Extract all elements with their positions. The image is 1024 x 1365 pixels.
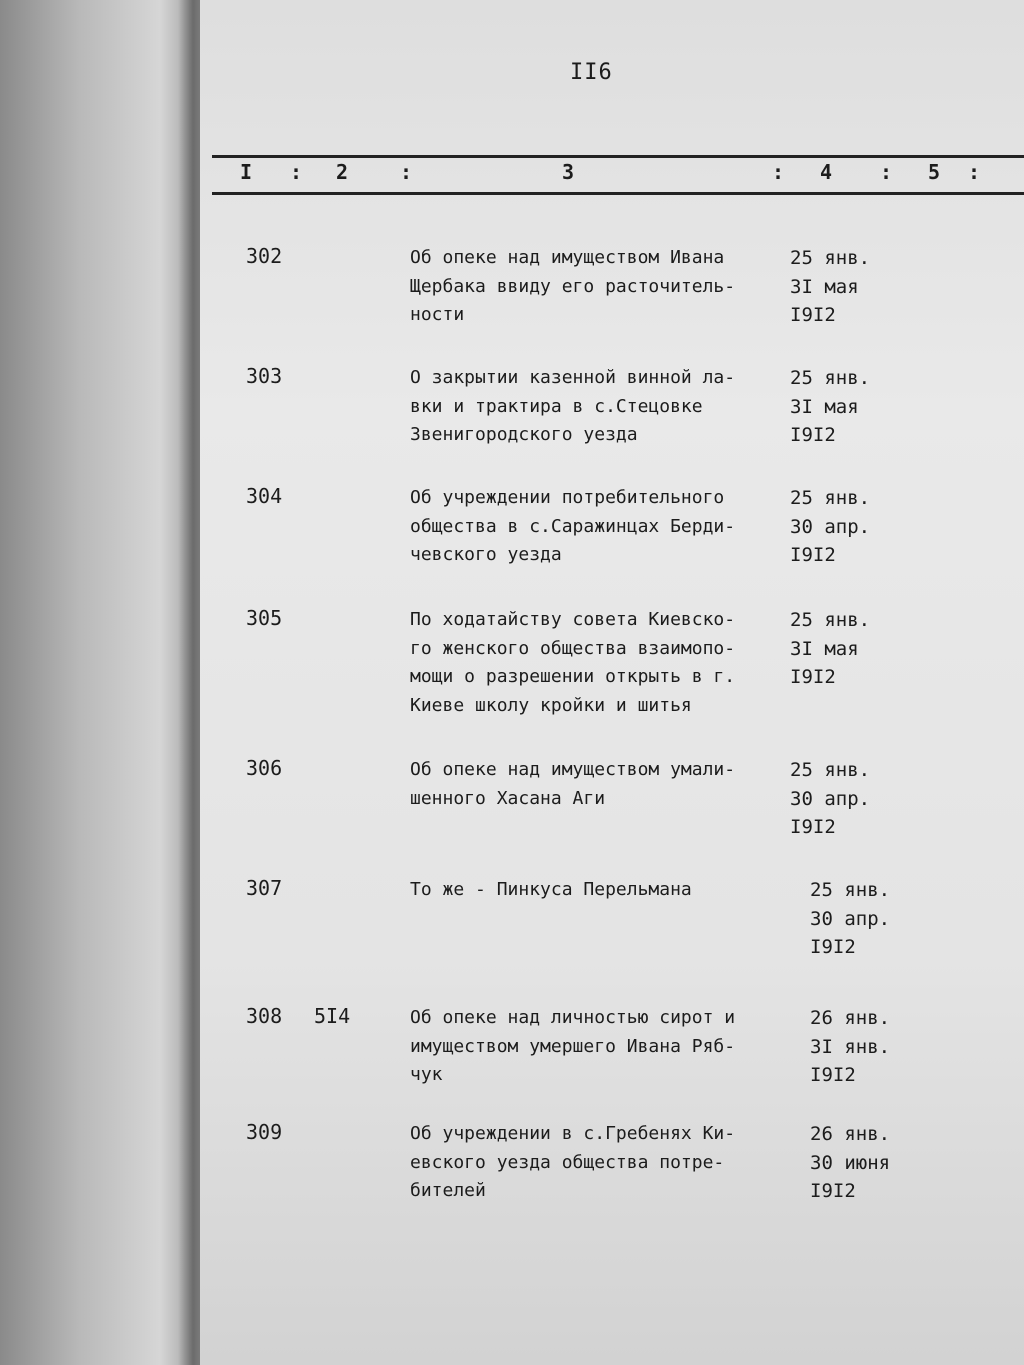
date-start: 25 янв. <box>790 759 871 781</box>
date-year: I9I2 <box>810 1180 856 1202</box>
desc-line: Об опеке над имуществом умали- <box>410 759 736 780</box>
row-number: 302 <box>246 244 283 268</box>
date-end: 3I янв. <box>810 1035 891 1058</box>
desc-line: Киеве школу кройки и шитья <box>410 694 692 716</box>
desc-line: О закрытии казенной винной ла- <box>410 367 736 388</box>
desc-line: ности <box>410 304 465 325</box>
date-end: 30 апр. <box>790 515 871 538</box>
desc-line: вки и трактира в с.Стецовке <box>410 395 703 417</box>
row-description <box>410 244 790 330</box>
date-year: I9I2 <box>790 816 836 838</box>
date-end: 3I мая <box>790 395 859 418</box>
header-sep-1: : <box>290 160 303 184</box>
desc-line: Об опеке над личностью сирот и <box>410 1007 736 1028</box>
header-col-3: 3 <box>562 160 575 184</box>
date-year: I9I2 <box>810 936 856 958</box>
table-header <box>200 160 1024 188</box>
row-dates <box>790 484 900 570</box>
row-number: 304 <box>246 484 283 508</box>
date-end: 3I мая <box>790 275 859 298</box>
desc-line: чук <box>410 1064 443 1085</box>
header-col-1: I <box>240 160 253 184</box>
date-end: 30 июня <box>810 1151 891 1174</box>
header-rule-bottom <box>212 192 1024 195</box>
date-start: 25 янв. <box>810 879 891 901</box>
row-ref: 5I4 <box>314 1004 351 1028</box>
date-end: 30 апр. <box>810 907 891 930</box>
header-sep-3: : <box>772 160 785 184</box>
header-sep-2: : <box>400 160 413 184</box>
desc-line: То же - Пинкуса Перельмана <box>410 879 692 900</box>
row-dates <box>790 606 900 692</box>
row-description <box>410 1120 790 1206</box>
desc-line: Об учреждении потребительного <box>410 487 725 508</box>
date-year: I9I2 <box>790 544 836 566</box>
date-start: 25 янв. <box>790 247 871 269</box>
date-start: 25 янв. <box>790 487 871 509</box>
desc-line: чевского уезда <box>410 544 562 565</box>
desc-line: общества в с.Саражинцах Берди- <box>410 515 736 537</box>
row-dates <box>790 756 900 842</box>
row-dates <box>810 876 920 962</box>
date-start: 25 янв. <box>790 609 871 631</box>
row-number: 303 <box>246 364 283 388</box>
row-number: 305 <box>246 606 283 630</box>
row-dates <box>810 1120 920 1206</box>
date-end: 30 апр. <box>790 787 871 810</box>
header-sep-5: : <box>968 160 981 184</box>
row-number: 308 <box>246 1004 283 1028</box>
row-description <box>410 484 790 570</box>
row-dates <box>790 364 900 450</box>
facing-page <box>0 0 200 1365</box>
row-dates <box>810 1004 920 1090</box>
row-description <box>410 1004 790 1090</box>
desc-line: евского уезда общества потре- <box>410 1151 725 1173</box>
date-start: 25 янв. <box>790 367 871 389</box>
row-description <box>410 876 790 905</box>
document-page <box>200 0 1024 1365</box>
desc-line: го женского общества взаимопо- <box>410 637 736 659</box>
header-rule-top <box>212 155 1024 158</box>
desc-line: имуществом умершего Ивана Ряб- <box>410 1035 736 1057</box>
date-year: I9I2 <box>810 1064 856 1086</box>
date-year: I9I2 <box>790 424 836 446</box>
header-col-5: 5 <box>928 160 941 184</box>
date-start: 26 янв. <box>810 1007 891 1029</box>
row-number: 307 <box>246 876 283 900</box>
desc-line: мощи о разрешении открыть в г. <box>410 666 736 687</box>
row-description <box>410 606 790 720</box>
header-col-4: 4 <box>820 160 833 184</box>
date-year: I9I2 <box>790 304 836 326</box>
desc-line: Щербака ввиду его расточитель- <box>410 275 736 297</box>
row-description <box>410 756 790 813</box>
row-description <box>410 364 790 450</box>
desc-line: Об учреждении в с.Гребенях Ки- <box>410 1123 736 1144</box>
row-number: 309 <box>246 1120 283 1144</box>
desc-line: По ходатайству совета Киевско- <box>410 609 736 630</box>
header-sep-4: : <box>880 160 893 184</box>
row-number: 306 <box>246 756 283 780</box>
desc-line: Об опеке над имуществом Ивана <box>410 247 725 268</box>
desc-line: шенного Хасана Аги <box>410 787 606 809</box>
desc-line: бителей <box>410 1180 486 1201</box>
date-end: 3I мая <box>790 637 859 660</box>
desc-line: Звенигородского уезда <box>410 424 638 445</box>
page-number: II6 <box>570 60 613 85</box>
header-col-2: 2 <box>336 160 349 184</box>
date-start: 26 янв. <box>810 1123 891 1145</box>
row-dates <box>790 244 900 330</box>
date-year: I9I2 <box>790 666 836 688</box>
